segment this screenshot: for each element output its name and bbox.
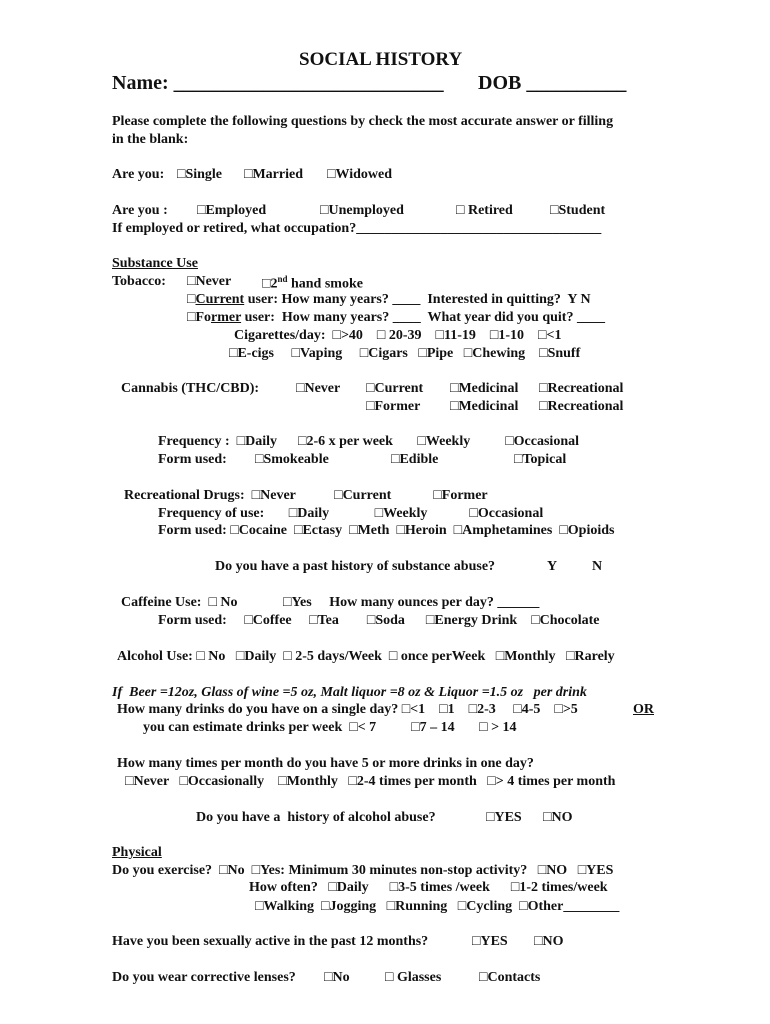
sexual-activity-yes-checkbox[interactable]: □YES (472, 934, 508, 949)
checkbox-widowed[interactable]: □Widowed (327, 167, 392, 182)
cannabis-former-medicinal-checkbox[interactable]: □Medicinal (450, 399, 519, 414)
tobacco-never-checkbox[interactable]: □Never (187, 274, 232, 289)
substance-abuse-question: Do you have a past history of substance abuse? (215, 559, 496, 574)
former-user-line[interactable]: □Former user: How many years? ____ What year did you quit? ____ (187, 310, 605, 325)
recreational-form-options[interactable]: Form used: □Cocaine □Ectasy □Meth □Heroin □Amphetamines □Opioids (158, 523, 615, 538)
tobacco-type-options[interactable]: □E-cigs □Vaping □Cigars □Pipe □Chewing □Snuff (229, 346, 581, 361)
checkbox-employed[interactable]: □Employed (197, 203, 267, 218)
or-label: OR (633, 702, 654, 717)
occupation-field[interactable]: If employed or retired, what occupation?___________________________________ (112, 221, 602, 236)
checkbox-student[interactable]: □Student (550, 203, 606, 218)
marital-label: Are you: (112, 167, 165, 182)
checkbox-married[interactable]: □Married (244, 167, 303, 182)
drinks-per-week-options[interactable]: you can estimate drinks per week □< 7 □7 – 14 □ > 14 (143, 720, 517, 735)
exercise-activity-options[interactable]: □Walking □Jogging □Running □Cycling □Other________ (255, 899, 620, 914)
dob-field[interactable]: DOB __________ (478, 72, 627, 94)
alcohol-use-options[interactable]: Alcohol Use: □ No □Daily □ 2-5 days/Week □ once perWeek □Monthly □Rarely (117, 649, 615, 664)
substance-abuse-yes[interactable]: Y (547, 559, 558, 574)
alcohol-abuse-no-checkbox[interactable]: □NO (543, 810, 573, 825)
drink-size-note: If Beer =12oz, Glass of wine =5 oz, Malt liquor =8 oz & Liquor =1.5 oz per drink (112, 685, 587, 700)
cigarettes-per-day-options[interactable]: Cigarettes/day: □>40 □ 20-39 □11-19 □1-10 □<1 (234, 328, 562, 343)
recreational-drugs-line[interactable]: Recreational Drugs: □Never □Current □Former (124, 488, 488, 503)
lenses-contacts-checkbox[interactable]: □Contacts (479, 970, 541, 985)
lenses-glasses-checkbox[interactable]: □ Glasses (385, 970, 442, 985)
checkbox-smokeable[interactable]: □Smokeable (255, 452, 329, 467)
name-field[interactable]: Name: ___________________________ (112, 72, 444, 94)
lenses-no-checkbox[interactable]: □No (324, 970, 350, 985)
cannabis-current-recreational-checkbox[interactable]: □Recreational (539, 381, 624, 396)
instructions-line-2: in the blank: (112, 132, 189, 147)
second-hand-smoke-checkbox[interactable]: □2nd hand smoke (262, 274, 363, 292)
instructions-line-1: Please complete the following questions by check the most accurate answer or filling (112, 114, 614, 129)
cannabis-frequency-options[interactable]: Frequency : □Daily □2-6 x per week □Weekly □Occasional (158, 434, 579, 449)
checkbox-retired[interactable]: □ Retired (456, 203, 513, 218)
alcohol-abuse-yes-checkbox[interactable]: □YES (486, 810, 522, 825)
cannabis-form-label: Form used: (158, 452, 227, 467)
form-title: SOCIAL HISTORY (299, 49, 463, 70)
checkbox-topical[interactable]: □Topical (514, 452, 567, 467)
cannabis-former-recreational-checkbox[interactable]: □Recreational (539, 399, 624, 414)
substance-abuse-no[interactable]: N (592, 559, 603, 574)
substance-use-heading: Substance Use (112, 256, 198, 271)
checkbox-single[interactable]: □Single (177, 167, 223, 182)
employment-label: Are you : (112, 203, 168, 218)
sexual-activity-question: Have you been sexually active in the past 12 months? (112, 934, 429, 949)
cannabis-label: Cannabis (THC/CBD): (121, 381, 260, 396)
cannabis-current-medicinal-checkbox[interactable]: □Medicinal (450, 381, 519, 396)
sexual-activity-no-checkbox[interactable]: □NO (534, 934, 564, 949)
caffeine-use-line[interactable]: Caffeine Use: □ No □Yes How many ounces per day? ______ (121, 595, 540, 610)
caffeine-form-options[interactable]: Form used: □Coffee □Tea □Soda □Energy Drink □Chocolate (158, 613, 600, 628)
drinks-per-day-question[interactable]: How many drinks do you have on a single day? □<1 □1 □2-3 □4-5 □>5 (117, 702, 578, 717)
cannabis-former-checkbox[interactable]: □Former (366, 399, 421, 414)
current-user-line[interactable]: □Current user: How many years? ____ Interested in quitting? Y N (187, 292, 591, 307)
checkbox-unemployed[interactable]: □Unemployed (320, 203, 404, 218)
cannabis-current-checkbox[interactable]: □Current (366, 381, 424, 396)
exercise-question[interactable]: Do you exercise? □No □Yes: Minimum 30 minutes non-stop activity? □NO □YES (112, 863, 614, 878)
binge-question: How many times per month do you have 5 or more drinks in one day? (117, 756, 534, 771)
binge-options[interactable]: □Never □Occasionally □Monthly □2-4 times per month □> 4 times per month (125, 774, 616, 789)
exercise-frequency-options[interactable]: How often? □Daily □3-5 times /week □1-2 times/week (249, 880, 608, 895)
physical-heading: Physical (112, 845, 162, 860)
alcohol-abuse-question: Do you have a history of alcohol abuse? (196, 810, 436, 825)
checkbox-edible[interactable]: □Edible (391, 452, 439, 467)
tobacco-label: Tobacco: (112, 274, 166, 289)
recreational-frequency-options[interactable]: Frequency of use: □Daily □Weekly □Occasional (158, 506, 544, 521)
cannabis-never-checkbox[interactable]: □Never (296, 381, 341, 396)
lenses-question: Do you wear corrective lenses? (112, 970, 296, 985)
